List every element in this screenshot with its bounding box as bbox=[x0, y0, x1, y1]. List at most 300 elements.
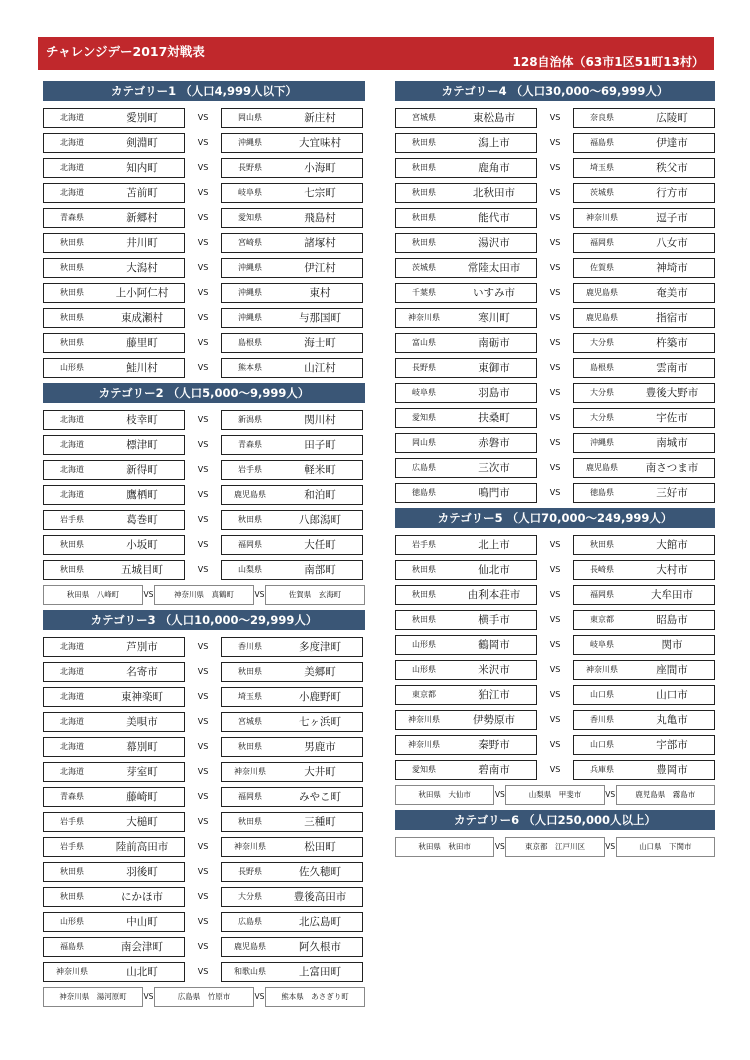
prefecture-name: 鹿児島県 bbox=[586, 288, 618, 297]
match-row bbox=[395, 732, 715, 757]
prefecture-name: 大分県 bbox=[590, 413, 614, 422]
team-home bbox=[43, 233, 185, 253]
team-home bbox=[395, 358, 537, 378]
prefecture-name: 岐阜県 bbox=[238, 188, 262, 197]
three-way-match-row bbox=[395, 782, 715, 807]
municipality-name: 羽島市 bbox=[478, 387, 510, 399]
team-away bbox=[221, 183, 363, 203]
municipality-name: 豊後大野市 bbox=[645, 387, 699, 399]
prefecture-name: 沖縄県 bbox=[590, 438, 614, 447]
vs-label: VS bbox=[197, 440, 209, 449]
municipality-name: 小海町 bbox=[304, 162, 336, 174]
prefecture-name: 青森県 bbox=[238, 440, 262, 449]
match-row bbox=[43, 557, 365, 582]
vs-label: VS bbox=[254, 590, 265, 599]
prefecture-name: 岡山県 bbox=[412, 438, 436, 447]
team-home bbox=[43, 183, 185, 203]
prefecture-name: 島根県 bbox=[590, 363, 614, 372]
prefecture-name: 沖縄県 bbox=[238, 313, 262, 322]
vs-label: VS bbox=[197, 867, 209, 876]
match-row bbox=[395, 180, 715, 205]
team-away bbox=[221, 637, 363, 657]
municipality-name: 大宜味村 bbox=[299, 137, 341, 149]
municipality-name: 三好市 bbox=[656, 487, 688, 499]
municipality-name: 大潟村 bbox=[126, 262, 158, 274]
vs-label: VS bbox=[197, 515, 209, 524]
team-away bbox=[221, 308, 363, 328]
team-away bbox=[221, 862, 363, 882]
team-away bbox=[573, 560, 715, 580]
category-header: カテゴリー4 （人口30,000～69,999人） bbox=[395, 81, 715, 101]
municipality-name: 赤磐市 bbox=[478, 437, 510, 449]
prefecture-name: 山形県 bbox=[412, 640, 436, 649]
prefecture-name: 神奈川県 bbox=[586, 665, 618, 674]
team-away bbox=[573, 710, 715, 730]
prefecture-name: 北海道 bbox=[60, 742, 84, 751]
municipality-name: 大任町 bbox=[304, 539, 336, 551]
three-way-team: 広島県 竹原市 bbox=[154, 987, 254, 1007]
prefecture-name: 宮城県 bbox=[238, 717, 262, 726]
municipality-name: 能代市 bbox=[478, 212, 510, 224]
category-header: カテゴリー1 （人口4,999人以下） bbox=[43, 81, 365, 101]
team-away bbox=[221, 737, 363, 757]
vs-label: VS bbox=[549, 113, 561, 122]
vs-label: VS bbox=[549, 438, 561, 447]
prefecture-name: 徳島県 bbox=[412, 488, 436, 497]
match-row bbox=[43, 255, 365, 280]
municipality-name: 宇部市 bbox=[656, 739, 688, 751]
prefecture-name: 鹿児島県 bbox=[586, 313, 618, 322]
match-row bbox=[43, 734, 365, 759]
team-home bbox=[43, 258, 185, 278]
team-home bbox=[395, 760, 537, 780]
prefecture-name: 秋田県 bbox=[60, 338, 84, 347]
municipality-name: 井川町 bbox=[126, 237, 158, 249]
municipality-name: 藤崎町 bbox=[126, 791, 158, 803]
team-away bbox=[573, 383, 715, 403]
vs-label: VS bbox=[197, 188, 209, 197]
prefecture-name: 東京都 bbox=[412, 690, 436, 699]
prefecture-name: 北海道 bbox=[60, 138, 84, 147]
match-row bbox=[395, 355, 715, 380]
team-away bbox=[221, 233, 363, 253]
municipality-name: 芽室町 bbox=[126, 766, 158, 778]
municipality-name: 葛巻町 bbox=[126, 514, 158, 526]
team-away bbox=[221, 358, 363, 378]
team-away bbox=[221, 887, 363, 907]
match-row bbox=[43, 809, 365, 834]
prefecture-name: 和歌山県 bbox=[234, 967, 266, 976]
team-home bbox=[43, 485, 185, 505]
prefecture-name: 秋田県 bbox=[238, 515, 262, 524]
municipality-name: 東村 bbox=[309, 287, 331, 299]
team-away bbox=[573, 183, 715, 203]
prefecture-name: 福岡県 bbox=[238, 540, 262, 549]
municipality-name: 鷹栖町 bbox=[126, 489, 158, 501]
team-away bbox=[221, 762, 363, 782]
prefecture-name: 北海道 bbox=[60, 163, 84, 172]
team-home bbox=[395, 333, 537, 353]
vs-label: VS bbox=[549, 413, 561, 422]
municipality-name: 米沢市 bbox=[478, 664, 510, 676]
municipality-name: 東松島市 bbox=[473, 112, 515, 124]
vs-label: VS bbox=[605, 842, 616, 851]
team-home bbox=[43, 460, 185, 480]
prefecture-name: 秋田県 bbox=[412, 615, 436, 624]
three-way-team: 神奈川県 真鶴町 bbox=[154, 585, 254, 605]
municipality-name: 三次市 bbox=[478, 462, 510, 474]
right-column bbox=[395, 81, 715, 859]
match-row bbox=[43, 934, 365, 959]
prefecture-name: 秋田県 bbox=[60, 892, 84, 901]
municipality-name: 与那国町 bbox=[299, 312, 341, 324]
team-away bbox=[573, 660, 715, 680]
prefecture-name: 大分県 bbox=[590, 388, 614, 397]
prefecture-name: 秋田県 bbox=[412, 213, 436, 222]
three-way-match-row bbox=[43, 582, 365, 607]
team-away bbox=[221, 410, 363, 430]
prefecture-name: 北海道 bbox=[60, 440, 84, 449]
team-away bbox=[573, 735, 715, 755]
vs-label: VS bbox=[197, 792, 209, 801]
team-away bbox=[573, 483, 715, 503]
match-row bbox=[43, 659, 365, 684]
municipality-name: 東御市 bbox=[478, 362, 510, 374]
vs-label: VS bbox=[549, 488, 561, 497]
prefecture-name: 沖縄県 bbox=[238, 138, 262, 147]
team-away bbox=[221, 510, 363, 530]
team-away bbox=[573, 283, 715, 303]
team-away bbox=[573, 433, 715, 453]
team-home bbox=[395, 233, 537, 253]
vs-label: VS bbox=[549, 288, 561, 297]
team-away bbox=[221, 435, 363, 455]
team-home bbox=[395, 158, 537, 178]
vs-label: VS bbox=[197, 213, 209, 222]
prefecture-name: 神奈川県 bbox=[234, 842, 266, 851]
municipality-name: 豊岡市 bbox=[656, 764, 688, 776]
match-row bbox=[43, 280, 365, 305]
left-column bbox=[43, 81, 365, 1009]
match-row bbox=[43, 709, 365, 734]
match-row bbox=[43, 305, 365, 330]
vs-label: VS bbox=[197, 288, 209, 297]
municipality-name: 鮭川村 bbox=[126, 362, 158, 374]
team-away bbox=[221, 108, 363, 128]
municipality-name: 東成瀬村 bbox=[121, 312, 163, 324]
match-row bbox=[43, 155, 365, 180]
vs-label: VS bbox=[549, 263, 561, 272]
team-home bbox=[43, 762, 185, 782]
vs-label: VS bbox=[549, 238, 561, 247]
match-row bbox=[43, 634, 365, 659]
prefecture-name: 北海道 bbox=[60, 465, 84, 474]
prefecture-name: 岩手県 bbox=[60, 515, 84, 524]
team-away bbox=[573, 133, 715, 153]
team-home bbox=[43, 962, 185, 982]
team-away bbox=[221, 283, 363, 303]
vs-label: VS bbox=[197, 817, 209, 826]
category-header: カテゴリー2 （人口5,000～9,999人） bbox=[43, 383, 365, 403]
team-home bbox=[395, 483, 537, 503]
prefecture-name: 秋田県 bbox=[60, 288, 84, 297]
municipality-name: 南さつま市 bbox=[645, 462, 699, 474]
municipality-name: 山口市 bbox=[656, 689, 688, 701]
prefecture-name: 秋田県 bbox=[60, 313, 84, 322]
prefecture-name: 秋田県 bbox=[238, 817, 262, 826]
vs-label: VS bbox=[197, 742, 209, 751]
municipality-name: 東神楽町 bbox=[121, 691, 163, 703]
prefecture-name: 北海道 bbox=[60, 490, 84, 499]
vs-label: VS bbox=[197, 717, 209, 726]
team-home bbox=[43, 108, 185, 128]
prefecture-name: 神奈川県 bbox=[586, 213, 618, 222]
team-home bbox=[43, 637, 185, 657]
prefecture-name: 広島県 bbox=[238, 917, 262, 926]
category-header: カテゴリー3 （人口10,000～29,999人） bbox=[43, 610, 365, 630]
municipality-name: 杵築市 bbox=[656, 337, 688, 349]
team-home bbox=[395, 735, 537, 755]
municipality-name: 昭島市 bbox=[656, 614, 688, 626]
vs-label: VS bbox=[494, 790, 505, 799]
prefecture-name: 秋田県 bbox=[238, 742, 262, 751]
prefecture-name: 山梨県 bbox=[238, 565, 262, 574]
prefecture-name: 山形県 bbox=[412, 665, 436, 674]
municipality-name: 寒川町 bbox=[478, 312, 510, 324]
municipality-name: 宇佐市 bbox=[656, 412, 688, 424]
vs-label: VS bbox=[549, 565, 561, 574]
prefecture-name: 秋田県 bbox=[60, 238, 84, 247]
team-home bbox=[395, 710, 537, 730]
municipality-name: 関市 bbox=[661, 639, 683, 651]
team-home bbox=[395, 258, 537, 278]
prefecture-name: 長野県 bbox=[412, 363, 436, 372]
municipality-name: 碧南市 bbox=[478, 764, 510, 776]
team-away bbox=[221, 485, 363, 505]
team-home bbox=[395, 108, 537, 128]
vs-label: VS bbox=[197, 138, 209, 147]
municipality-name: 狛江市 bbox=[478, 689, 510, 701]
vs-label: VS bbox=[197, 692, 209, 701]
vs-label: VS bbox=[549, 640, 561, 649]
team-home bbox=[395, 535, 537, 555]
prefecture-name: 北海道 bbox=[60, 767, 84, 776]
prefecture-name: 福島県 bbox=[590, 138, 614, 147]
prefecture-name: 秋田県 bbox=[412, 188, 436, 197]
municipality-name: 松田町 bbox=[304, 841, 336, 853]
team-away bbox=[573, 333, 715, 353]
prefecture-name: 長野県 bbox=[238, 163, 262, 172]
match-row bbox=[43, 432, 365, 457]
municipality-name: 丸亀市 bbox=[656, 714, 688, 726]
municipality-name: 男鹿市 bbox=[304, 741, 336, 753]
team-away bbox=[573, 635, 715, 655]
prefecture-name: 徳島県 bbox=[590, 488, 614, 497]
municipality-name: 剣淵町 bbox=[126, 137, 158, 149]
municipality-name: 大館市 bbox=[656, 539, 688, 551]
prefecture-name: 神奈川県 bbox=[234, 767, 266, 776]
team-away bbox=[573, 610, 715, 630]
prefecture-name: 秋田県 bbox=[590, 540, 614, 549]
team-home bbox=[43, 787, 185, 807]
municipality-name: 羽後町 bbox=[126, 866, 158, 878]
match-row bbox=[395, 230, 715, 255]
vs-label: VS bbox=[197, 942, 209, 951]
municipality-name: 常陸太田市 bbox=[467, 262, 521, 274]
team-home bbox=[43, 133, 185, 153]
municipality-name: 田子町 bbox=[304, 439, 336, 451]
team-away bbox=[221, 560, 363, 580]
prefecture-name: 富山県 bbox=[412, 338, 436, 347]
prefecture-name: 福島県 bbox=[60, 942, 84, 951]
municipality-name: 南会津町 bbox=[121, 941, 163, 953]
prefecture-name: 鹿児島県 bbox=[234, 490, 266, 499]
match-row bbox=[395, 155, 715, 180]
team-home bbox=[43, 333, 185, 353]
prefecture-name: 埼玉県 bbox=[590, 163, 614, 172]
prefecture-name: 秋田県 bbox=[412, 163, 436, 172]
team-home bbox=[395, 685, 537, 705]
municipality-name: 鹿角市 bbox=[478, 162, 510, 174]
municipality-name: 南部町 bbox=[304, 564, 336, 576]
prefecture-name: 宮崎県 bbox=[238, 238, 262, 247]
prefecture-name: 奈良県 bbox=[590, 113, 614, 122]
municipality-name: 奄美市 bbox=[656, 287, 688, 299]
municipality-name: 名寄市 bbox=[126, 666, 158, 678]
prefecture-name: 広島県 bbox=[412, 463, 436, 472]
match-row bbox=[43, 859, 365, 884]
municipality-name: 枝幸町 bbox=[126, 414, 158, 426]
three-way-team: 佐賀県 玄海町 bbox=[265, 585, 365, 605]
prefecture-name: 北海道 bbox=[60, 692, 84, 701]
team-away bbox=[221, 962, 363, 982]
match-row bbox=[395, 205, 715, 230]
vs-label: VS bbox=[197, 465, 209, 474]
three-way-team: 鹿児島県 霧島市 bbox=[616, 785, 715, 805]
prefecture-name: 愛知県 bbox=[412, 413, 436, 422]
municipality-name: 関川村 bbox=[304, 414, 336, 426]
prefecture-name: 愛知県 bbox=[238, 213, 262, 222]
prefecture-name: 岩手県 bbox=[238, 465, 262, 474]
team-away bbox=[573, 585, 715, 605]
team-home bbox=[395, 133, 537, 153]
team-away bbox=[221, 158, 363, 178]
match-row bbox=[43, 884, 365, 909]
team-home bbox=[395, 585, 537, 605]
municipality-name: 秦野市 bbox=[478, 739, 510, 751]
municipality-name: 三種町 bbox=[304, 816, 336, 828]
vs-label: VS bbox=[549, 715, 561, 724]
municipality-name: 逗子市 bbox=[656, 212, 688, 224]
match-row bbox=[43, 130, 365, 155]
vs-label: VS bbox=[549, 540, 561, 549]
municipality-name: 伊達市 bbox=[656, 137, 688, 149]
team-away bbox=[221, 912, 363, 932]
prefecture-name: 大分県 bbox=[238, 892, 262, 901]
match-row bbox=[43, 507, 365, 532]
municipality-name: 軽米町 bbox=[304, 464, 336, 476]
match-row bbox=[395, 430, 715, 455]
category-header: カテゴリー6 （人口250,000人以上） bbox=[395, 810, 715, 830]
prefecture-name: 島根県 bbox=[238, 338, 262, 347]
vs-label: VS bbox=[197, 642, 209, 651]
municipality-name: 北広島町 bbox=[299, 916, 341, 928]
vs-label: VS bbox=[197, 263, 209, 272]
page-title: チャレンジデー2017対戦表 bbox=[46, 44, 205, 59]
municipality-name: 芦別市 bbox=[126, 641, 158, 653]
municipality-name: 仙北市 bbox=[478, 564, 510, 576]
municipality-name: 新庄村 bbox=[304, 112, 336, 124]
municipality-name: いすみ市 bbox=[473, 287, 515, 299]
team-home bbox=[43, 937, 185, 957]
prefecture-name: 熊本県 bbox=[238, 363, 262, 372]
municipality-name: 北秋田市 bbox=[473, 187, 515, 199]
team-away bbox=[573, 760, 715, 780]
team-home bbox=[395, 383, 537, 403]
team-away bbox=[573, 158, 715, 178]
municipality-name: 伊江村 bbox=[304, 262, 336, 274]
match-row bbox=[395, 405, 715, 430]
municipality-name: 藤里町 bbox=[126, 337, 158, 349]
vs-label: VS bbox=[549, 338, 561, 347]
team-home bbox=[43, 712, 185, 732]
municipality-name: 飛島村 bbox=[304, 212, 336, 224]
match-row bbox=[395, 105, 715, 130]
prefecture-name: 青森県 bbox=[60, 792, 84, 801]
vs-label: VS bbox=[197, 313, 209, 322]
prefecture-name: 岡山県 bbox=[238, 113, 262, 122]
prefecture-name: 青森県 bbox=[60, 213, 84, 222]
municipality-name: 和泊町 bbox=[304, 489, 336, 501]
team-away bbox=[221, 535, 363, 555]
team-away bbox=[221, 208, 363, 228]
prefecture-name: 秋田県 bbox=[412, 138, 436, 147]
vs-label: VS bbox=[197, 967, 209, 976]
municipality-name: 海士町 bbox=[304, 337, 336, 349]
municipality-count: 128自治体（63市1区51町13村） bbox=[512, 55, 704, 69]
three-way-team: 秋田県 秋田市 bbox=[395, 837, 494, 857]
three-way-team: 神奈川県 湯河原町 bbox=[43, 987, 143, 1007]
match-row bbox=[395, 255, 715, 280]
vs-label: VS bbox=[143, 590, 154, 599]
municipality-name: 伊勢原市 bbox=[473, 714, 515, 726]
prefecture-name: 北海道 bbox=[60, 188, 84, 197]
team-home bbox=[43, 737, 185, 757]
municipality-name: 多度津町 bbox=[299, 641, 341, 653]
prefecture-name: 長崎県 bbox=[590, 565, 614, 574]
municipality-name: 南城市 bbox=[656, 437, 688, 449]
vs-label: VS bbox=[549, 388, 561, 397]
municipality-name: 大牟田市 bbox=[651, 589, 693, 601]
prefecture-name: 沖縄県 bbox=[238, 288, 262, 297]
prefecture-name: 岐阜県 bbox=[412, 388, 436, 397]
municipality-name: 小坂町 bbox=[126, 539, 158, 551]
match-row bbox=[395, 380, 715, 405]
match-row bbox=[43, 330, 365, 355]
municipality-name: 新郷村 bbox=[126, 212, 158, 224]
team-home bbox=[395, 635, 537, 655]
three-way-team: 熊本県 あさぎり町 bbox=[265, 987, 365, 1007]
three-way-team: 秋田県 大仙市 bbox=[395, 785, 494, 805]
team-away bbox=[221, 460, 363, 480]
prefecture-name: 北海道 bbox=[60, 113, 84, 122]
municipality-name: 美郷町 bbox=[304, 666, 336, 678]
team-away bbox=[573, 408, 715, 428]
municipality-name: 山北町 bbox=[126, 966, 158, 978]
prefecture-name: 東京都 bbox=[590, 615, 614, 624]
vs-label: VS bbox=[549, 615, 561, 624]
municipality-name: 美唄市 bbox=[126, 716, 158, 728]
